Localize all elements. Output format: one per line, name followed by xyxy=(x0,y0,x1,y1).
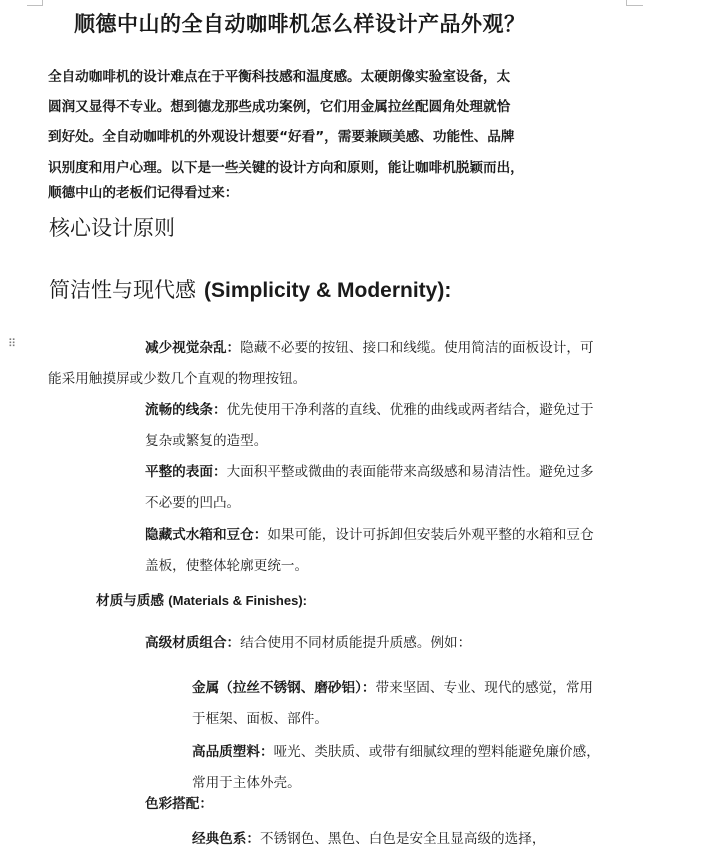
heading-color xyxy=(145,789,445,820)
item-label: 高级材质组合： xyxy=(145,635,241,651)
item-flat-surface xyxy=(145,457,605,519)
heading-core-principles: 核心设计原则 xyxy=(49,216,175,240)
document-title: 顺德中山的全自动咖啡机怎么样设计产品外观？ xyxy=(74,11,526,36)
item-label: 流畅的线条： xyxy=(145,402,227,418)
intro-line: 识别度和用户心理。以下是一些关键的设计方向和原则，能让咖啡机脱颖而出， xyxy=(48,160,524,176)
drag-handle-icon[interactable]: ⠿ xyxy=(8,337,16,350)
item-label: 高品质塑料： xyxy=(192,744,274,760)
item-hidden-tank xyxy=(145,520,605,582)
heading-simplicity-zh: 简洁性与现代感 xyxy=(49,278,196,302)
item-text: 隐藏不必要的按钮、接口和线缆。使用简洁的面板设计，可能采用触摸屏或少数几个直观的物理按钮。 xyxy=(48,340,594,387)
page-corner-mark-right xyxy=(626,0,627,6)
item-text: 如果可能，设计可拆卸但安装后外观平整的水箱和豆仓盖板，使整体轮廓更统一。 xyxy=(145,527,594,574)
intro-line: 顺德中山的老板们记得看过来： xyxy=(48,185,239,201)
intro-line: 到好处。全自动咖啡机的外观设计想要“好看”，需要兼顾美感、功能性、品牌 xyxy=(48,129,515,145)
page-corner-mark-left xyxy=(42,0,43,6)
item-label: 经典色系： xyxy=(192,831,260,847)
item-text: 带来坚固、专业、现代的感觉，常用于框架、面板、部件。 xyxy=(192,680,594,727)
heading-simplicity-en: (Simplicity & Modernity): xyxy=(204,279,452,302)
item-classic-colors xyxy=(192,824,604,855)
item-reduce-clutter xyxy=(48,333,604,395)
item-label: 隐藏式水箱和豆仓： xyxy=(145,527,268,543)
item-text: 不锈钢色、黑色、白色是安全且显高级的选择， xyxy=(259,831,546,847)
item-text: 哑光、类肤质、或带有细腻纹理的塑料能避免廉价感，常用于主体外壳。 xyxy=(192,744,600,791)
item-smooth-lines xyxy=(145,395,605,457)
intro-paragraph xyxy=(48,62,608,202)
item-text: 大面积平整或微曲的表面能带来高级感和易清洁性。避免过多不必要的凹凸。 xyxy=(145,464,594,511)
heading-materials-zh: 材质与质感 xyxy=(96,593,164,609)
heading-simplicity xyxy=(49,274,451,304)
item-text: 优先使用干净利落的直线、优雅的曲线或两者结合，避免过于复杂或繁复的造型。 xyxy=(145,402,594,449)
item-metal xyxy=(192,673,604,735)
heading-color-label: 色彩搭配： xyxy=(145,796,213,812)
intro-line: 全自动咖啡机的设计难点在于平衡科技感和温度感。太硬朗像实验室设备，太 xyxy=(48,69,511,85)
item-label: 平整的表面： xyxy=(145,464,227,480)
item-material-combo xyxy=(145,628,605,659)
item-label: 减少视觉杂乱： xyxy=(145,340,241,356)
heading-materials-en: (Materials & Finishes): xyxy=(168,593,307,608)
item-text: 结合使用不同材质能提升质感。例如： xyxy=(240,635,472,651)
item-label: 金属（拉丝不锈钢、磨砂铝）： xyxy=(192,680,376,696)
intro-line: 圆润又显得不专业。想到德龙那些成功案例，它们用金属拉丝配圆角处理就恰 xyxy=(48,99,511,115)
heading-materials xyxy=(96,585,596,617)
